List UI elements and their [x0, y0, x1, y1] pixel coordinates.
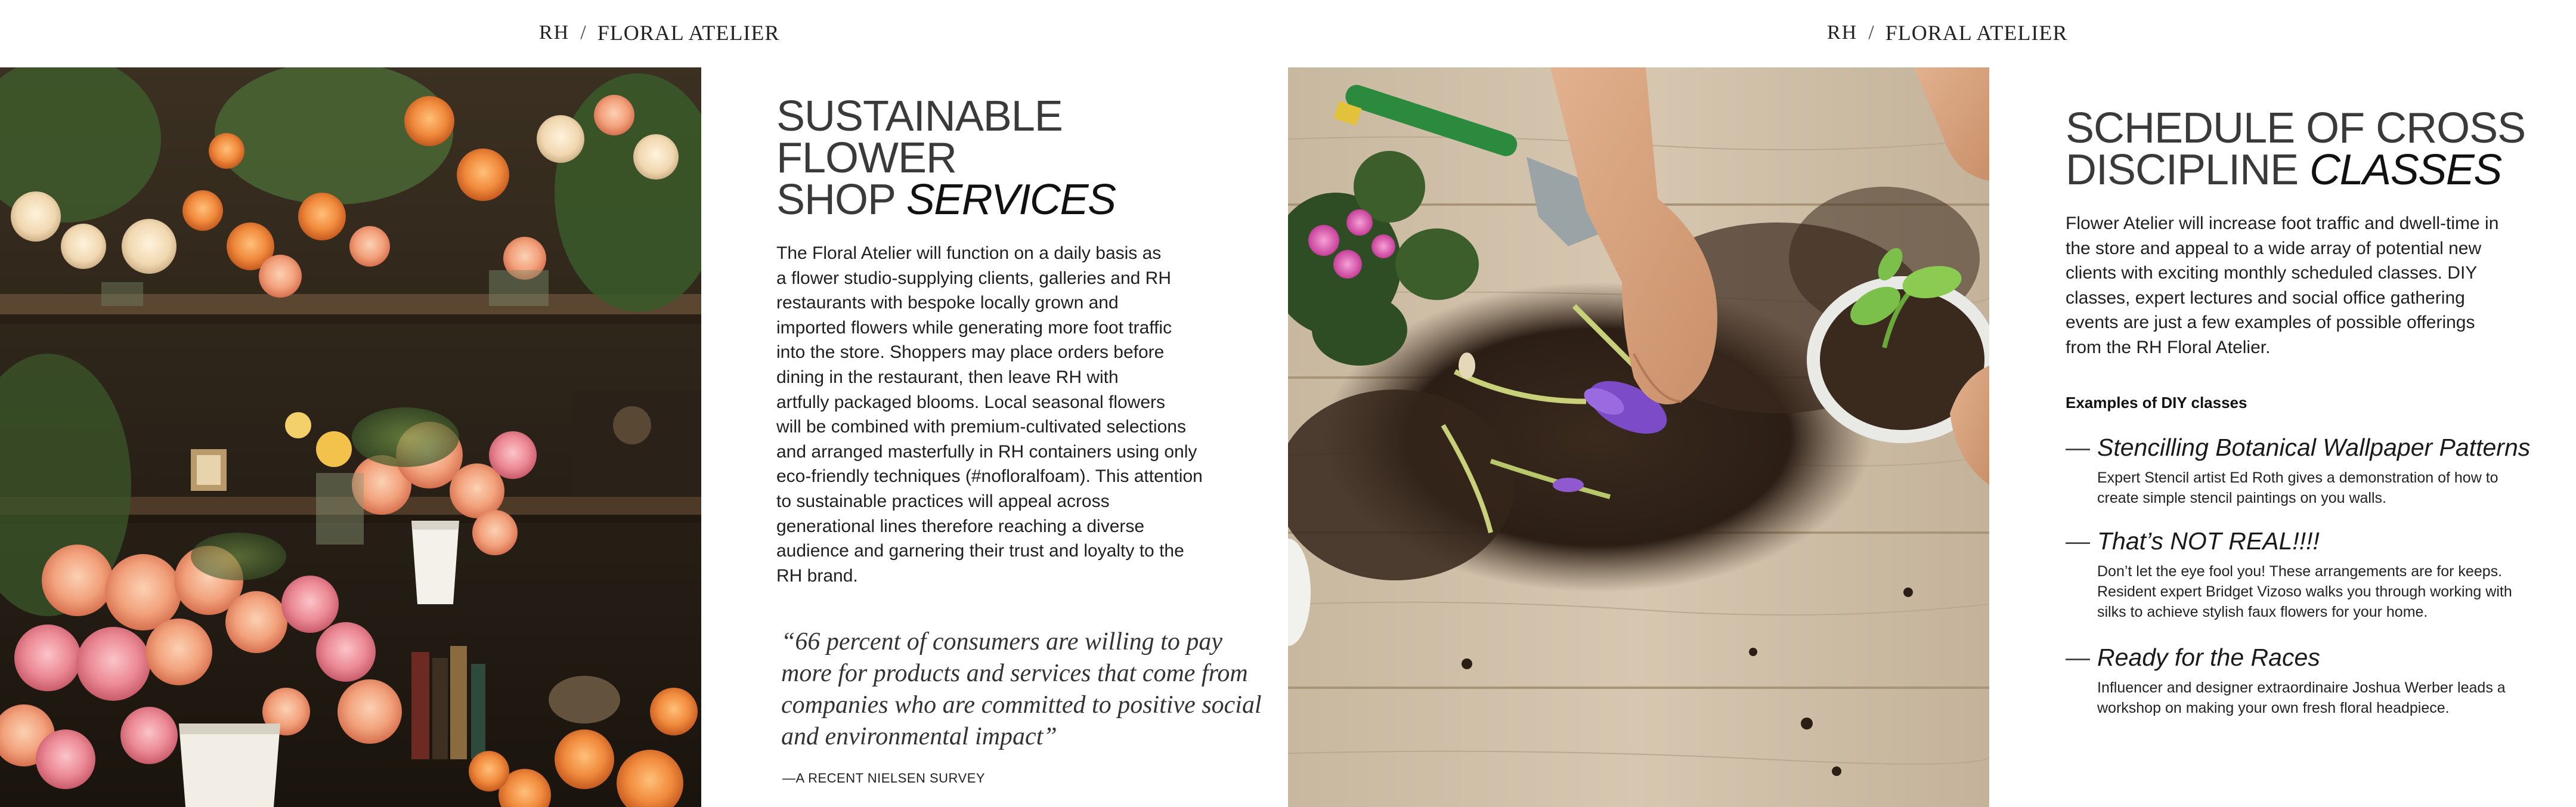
body-line: restaurants with bespoke locally grown and — [776, 293, 1119, 313]
body-line: eco-friendly techniques (#nofloralfoam). This attention — [776, 466, 1203, 487]
class-title-text: That’s NOT REAL!!!! — [2097, 527, 2320, 555]
headline-classes — [2066, 104, 2555, 194]
quote-line: “66 percent of consumers are willing to pay — [781, 628, 1222, 656]
class-desc-line: Expert Stencil artist Ed Roth gives a demonstration of how to — [2097, 469, 2498, 486]
body-line: generational lines therefore reaching a diverse — [776, 516, 1145, 536]
pull-quote — [781, 626, 1262, 753]
body-line: into the store. Shoppers may place orders before — [776, 342, 1165, 363]
headline-line-2: SHOP — [776, 176, 906, 224]
class-item — [2066, 527, 2555, 622]
quote-line: companies who are committed to positive social — [781, 691, 1262, 719]
headline-line-2: DISCIPLINE — [2066, 146, 2310, 194]
class-desc-line: create simple stencil paintings on you walls. — [2097, 489, 2386, 506]
quote-source: —A RECENT NIELSEN SURVEY — [782, 771, 986, 786]
class-list — [2066, 434, 2555, 744]
quote-line: and environmental impact” — [781, 723, 1057, 751]
class-desc-line: Influencer and designer extraordinaire Joshua Werber leads a — [2097, 679, 2506, 696]
header-separator: / — [1868, 21, 1875, 44]
body-line: RH brand. — [776, 565, 858, 586]
intro-line: Flower Atelier will increase foot traffic and dwell-time in — [2066, 214, 2499, 233]
body-line: a flower studio-supplying clients, galleries and RH — [776, 268, 1171, 288]
class-description — [2066, 561, 2555, 622]
section-title: FLORAL ATELIER — [1885, 21, 2068, 45]
right-page — [1288, 0, 2576, 807]
dash-bullet: — — [2066, 527, 2090, 555]
class-desc-line: silks to achieve stylish faux flowers for your home. — [2097, 603, 2428, 620]
class-desc-line: Don’t let the eye fool you! These arrangements are for keeps. — [2097, 562, 2503, 580]
body-line: to sustainable practices will appeal across — [776, 491, 1110, 511]
potting-soil-image — [1288, 67, 1989, 807]
headline-services — [776, 92, 1253, 224]
class-desc-line: workshop on making your own fresh floral headpiece. — [2097, 699, 2450, 716]
class-item — [2066, 644, 2555, 718]
classes-intro — [2066, 211, 2555, 360]
class-item — [2066, 434, 2555, 508]
flower-shelves-image — [0, 67, 701, 807]
body-line: imported flowers while generating more foot traffic — [776, 317, 1172, 338]
intro-line: classes, expert lectures and social office gathering — [2066, 287, 2465, 308]
body-line: and arranged masterfully in RH containers using only — [776, 441, 1197, 462]
body-line: will be combined with premium-cultivated selections — [776, 417, 1186, 437]
class-title — [2066, 434, 2555, 462]
body-line: artfully packaged blooms. Local seasonal flowers — [776, 392, 1166, 412]
intro-line: the store and appeal to a wide array of potential new — [2066, 238, 2482, 258]
examples-heading: Examples of DIY classes — [2066, 393, 2247, 412]
section-title: FLORAL ATELIER — [597, 21, 780, 45]
rh-logo: RH — [539, 21, 570, 44]
intro-line: clients with exciting monthly scheduled classes. DIY — [2066, 263, 2478, 283]
flower-shop-photo — [0, 67, 701, 807]
quote-line: more for products and services that come from — [781, 660, 1248, 688]
body-line: dining in the restaurant, then leave RH with — [776, 367, 1119, 387]
body-line: The Floral Atelier will function on a daily basis as — [776, 243, 1162, 263]
left-text-column — [776, 92, 1262, 786]
class-title-text: Ready for the Races — [2097, 643, 2320, 671]
headline-line-1: SCHEDULE OF CROSS — [2066, 104, 2526, 152]
class-title — [2066, 644, 2555, 672]
intro-line: from the RH Floral Atelier. — [2066, 337, 2271, 357]
intro-line: events are just a few examples of possible offerings — [2066, 313, 2475, 333]
dash-bullet: — — [2066, 643, 2090, 671]
class-title-text: Stencilling Botanical Wallpaper Patterns — [2097, 433, 2531, 461]
header-separator: / — [580, 21, 587, 44]
body-line: audience and garnering their trust and loyalty to the — [776, 541, 1184, 561]
class-title — [2066, 527, 2555, 555]
rh-logo: RH — [1827, 21, 1858, 44]
class-desc-line: Resident expert Bridget Vizoso walks you through working with — [2097, 583, 2512, 600]
headline-emphasis: SERVICES — [906, 176, 1116, 224]
right-text-column — [2066, 104, 2555, 744]
headline-emphasis: CLASSES — [2309, 146, 2501, 194]
running-header — [1827, 20, 2067, 45]
services-body — [776, 241, 1253, 588]
dash-bullet: — — [2066, 433, 2090, 461]
headline-line-1: SUSTAINABLE FLOWER — [776, 92, 1063, 182]
running-header — [539, 20, 779, 45]
class-description — [2066, 468, 2555, 508]
potting-photo — [1288, 67, 1989, 807]
class-description — [2066, 678, 2555, 718]
